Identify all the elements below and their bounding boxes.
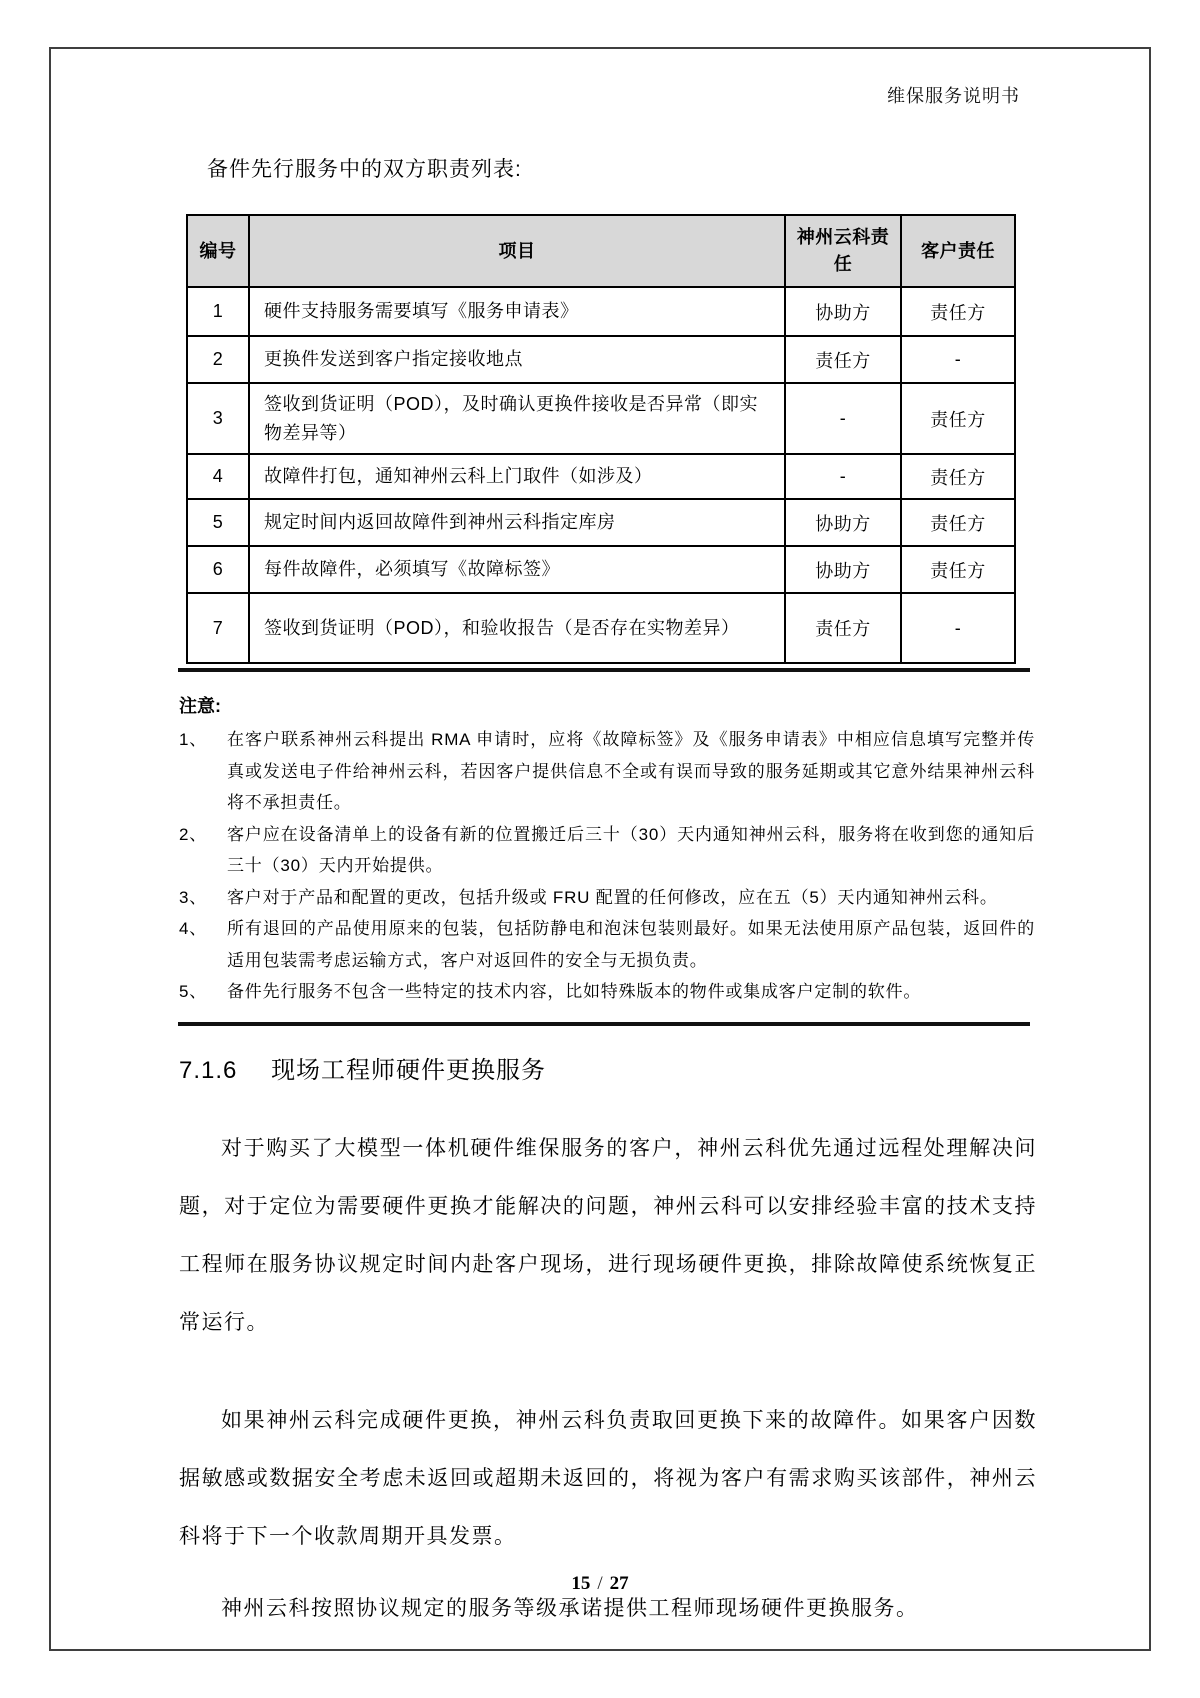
- row-item: 签收到货证明（POD），及时确认更换件接收是否异常（即实物差异等）: [249, 383, 785, 454]
- page-number-current: 15: [571, 1573, 591, 1594]
- note-item: [179, 724, 1035, 819]
- row-customer-role: 责任方: [901, 454, 1015, 499]
- table-row: [187, 287, 1015, 336]
- divider-rule-top: [178, 668, 1030, 672]
- table-row: [187, 383, 1015, 454]
- column-header-number: 编号: [187, 215, 249, 287]
- section-title: 现场工程师硬件更换服务: [271, 1057, 547, 1084]
- note-marker: 2、: [179, 824, 208, 844]
- row-number: 5: [187, 499, 249, 546]
- row-customer-role: -: [901, 336, 1015, 383]
- note-marker: 1、: [179, 730, 208, 749]
- row-vendor-role: 协助方: [785, 287, 901, 336]
- page-footer: [0, 1573, 1200, 1595]
- note-marker: 5、: [179, 982, 208, 1001]
- note-text: 在客户联系神州云科提出 RMA 申请时，应将《故障标签》及《服务申请表》中相应信息填写完整并传真或发送电子件给神州云科，若因客户提供信息不全或有误而导致的服务延期或其它意外结果神州云科将不承担责任。: [227, 730, 1035, 812]
- note-text: 备件先行服务不包含一些特定的技术内容，比如特殊版本的物件或集成客户定制的软件。: [227, 982, 922, 1001]
- row-customer-role: 责任方: [901, 383, 1015, 454]
- page-number-separator: /: [597, 1573, 603, 1594]
- note-item: [179, 882, 1035, 914]
- column-header-customer-responsibility: 客户责任: [901, 215, 1015, 287]
- row-customer-role: 责任方: [901, 499, 1015, 546]
- table-row: [187, 336, 1015, 383]
- note-text: 客户应在设备清单上的设备有新的位置搬迁后三十（30）天内通知神州云科，服务将在收到您的通知后三十（30）天内开始提供。: [227, 824, 1035, 875]
- column-header-item: 项目: [249, 215, 785, 287]
- table-header-row: [187, 215, 1015, 287]
- note-text: 所有退回的产品使用原来的包装，包括防静电和泡沫包装则最好。如果无法使用原产品包装，返回件的适用包装需考虑运输方式，客户对返回件的安全与无损负责。: [227, 919, 1035, 970]
- row-vendor-role: -: [785, 454, 901, 499]
- row-vendor-role: 责任方: [785, 593, 901, 663]
- column-header-vendor-responsibility: 神州云科责任: [785, 215, 901, 287]
- row-item: 签收到货证明（POD），和验收报告（是否存在实物差异）: [249, 593, 785, 663]
- notes-label: 注意:: [179, 696, 221, 716]
- table-row: [187, 499, 1015, 546]
- row-item: 每件故障件，必须填写《故障标签》: [249, 546, 785, 593]
- responsibilities-table: [186, 214, 1016, 664]
- document-header-title: 维保服务说明书: [887, 86, 1020, 106]
- row-vendor-role: -: [785, 383, 901, 454]
- note-item: [179, 976, 1035, 1008]
- row-number: 4: [187, 454, 249, 499]
- row-vendor-role: 协助方: [785, 546, 901, 593]
- notes-section: [179, 691, 1035, 1008]
- table-row: [187, 546, 1015, 593]
- row-item: 更换件发送到客户指定接收地点: [249, 336, 785, 383]
- row-customer-role: 责任方: [901, 287, 1015, 336]
- paragraph: 如果神州云科完成硬件更换，神州云科负责取回更换下来的故障件。如果客户因数据敏感或数据安全考虑未返回或超期未返回的，将视为客户有需求购买该部件，神州云科将于下一个收款周期开具发票。: [179, 1409, 1037, 1548]
- row-customer-role: -: [901, 593, 1015, 663]
- note-item: [179, 913, 1035, 976]
- paragraph: 神州云科按照协议规定的服务等级承诺提供工程师现场硬件更换服务。: [221, 1597, 919, 1620]
- row-number: 2: [187, 336, 249, 383]
- row-item: 故障件打包，通知神州云科上门取件（如涉及）: [249, 454, 785, 499]
- row-customer-role: 责任方: [901, 546, 1015, 593]
- paragraph: 对于购买了大模型一体机硬件维保服务的客户，神州云科优先通过远程处理解决问题，对于定位为需要硬件更换才能解决的问题，神州云科可以安排经验丰富的技术支持工程师在服务协议规定时间内赴客户现场，进行现场硬件更换，排除故障使系统恢复正常运行。: [179, 1137, 1037, 1334]
- row-vendor-role: 责任方: [785, 336, 901, 383]
- row-number: 6: [187, 546, 249, 593]
- row-number: 7: [187, 593, 249, 663]
- row-vendor-role: 协助方: [785, 499, 901, 546]
- note-marker: 3、: [179, 887, 208, 907]
- row-item: 规定时间内返回故障件到神州云科指定库房: [249, 499, 785, 546]
- divider-rule-bottom: [178, 1022, 1030, 1026]
- page-number-total: 27: [609, 1573, 629, 1594]
- note-item: [179, 819, 1035, 882]
- row-number: 3: [187, 383, 249, 454]
- table-row: [187, 454, 1015, 499]
- row-item: 硬件支持服务需要填写《服务申请表》: [249, 287, 785, 336]
- section-number: 7.1.6: [179, 1057, 238, 1084]
- body-paragraphs: [179, 1120, 1037, 1638]
- intro-line: 备件先行服务中的双方职责列表:: [207, 158, 522, 181]
- note-marker: 4、: [179, 919, 208, 938]
- table-row: [187, 593, 1015, 663]
- note-text: 客户对于产品和配置的更改，包括升级或 FRU 配置的任何修改，应在五（5）天内通知神州云科。: [227, 887, 998, 907]
- row-number: 1: [187, 287, 249, 336]
- section-heading: [179, 1050, 546, 1085]
